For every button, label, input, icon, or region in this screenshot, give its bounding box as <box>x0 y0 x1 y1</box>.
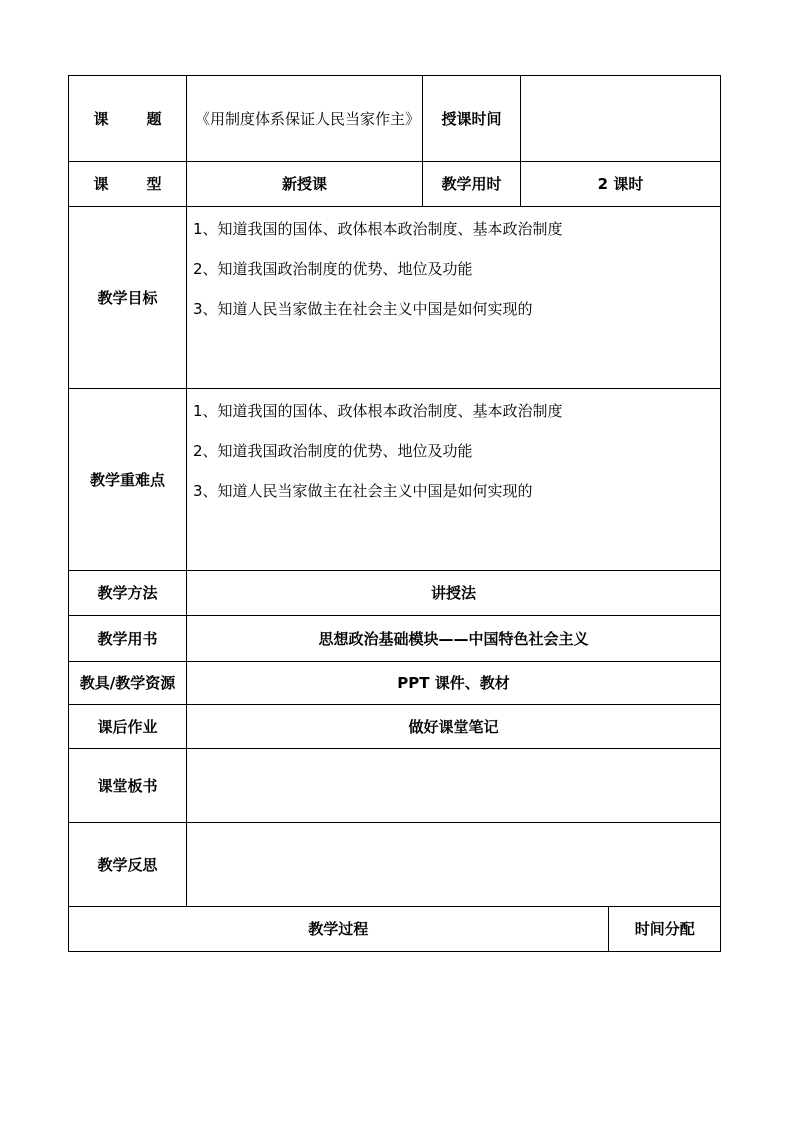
row-key-points <box>69 389 721 571</box>
lesson-type-value: 新授课 <box>187 162 423 207</box>
label-hours: 教学用时 <box>423 162 521 207</box>
process-header <box>69 907 721 952</box>
key-points-list <box>187 389 721 571</box>
label-method: 教学方法 <box>69 571 187 616</box>
label-objectives: 教学目标 <box>69 207 187 389</box>
row-book <box>69 616 721 662</box>
label-reflection: 教学反思 <box>69 823 187 907</box>
objective-item: 2、知道我国政治制度的优势、地位及功能 <box>193 260 473 278</box>
lesson-title: 《用制度体系保证人民当家作主》 <box>187 76 423 162</box>
key-point-item: 1、知道我国的国体、政体根本政治制度、基本政治制度 <box>193 402 563 420</box>
hours-value: 2 课时 <box>521 162 721 207</box>
objective-item: 3、知道人民当家做主在社会主义中国是如何实现的 <box>193 300 533 318</box>
key-point-item: 2、知道我国政治制度的优势、地位及功能 <box>193 442 473 460</box>
label-time-allocation: 时间分配 <box>608 907 721 951</box>
row-method <box>69 571 721 616</box>
label-book: 教学用书 <box>69 616 187 662</box>
label-key-points: 教学重难点 <box>69 389 187 571</box>
method-value: 讲授法 <box>187 571 721 616</box>
board-value <box>187 749 721 823</box>
row-objectives <box>69 207 721 389</box>
row-topic <box>69 76 721 162</box>
row-resources <box>69 662 721 705</box>
row-type <box>69 162 721 207</box>
label-homework: 课后作业 <box>69 705 187 749</box>
process-header-table <box>69 907 721 951</box>
row-reflection <box>69 823 721 907</box>
label-teaching-time: 授课时间 <box>423 76 521 162</box>
teaching-time-value <box>521 76 721 162</box>
resources-value: PPT 课件、教材 <box>187 662 721 705</box>
label-board: 课堂板书 <box>69 749 187 823</box>
book-value: 思想政治基础模块——中国特色社会主义 <box>187 616 721 662</box>
row-process <box>69 907 721 952</box>
key-point-item: 3、知道人民当家做主在社会主义中国是如何实现的 <box>193 482 533 500</box>
row-board <box>69 749 721 823</box>
objectives-list <box>187 207 721 389</box>
lesson-plan-table <box>68 75 721 952</box>
reflection-value <box>187 823 721 907</box>
label-topic: 课 题 <box>69 76 187 162</box>
objective-item: 1、知道我国的国体、政体根本政治制度、基本政治制度 <box>193 220 563 238</box>
label-process: 教学过程 <box>308 920 369 938</box>
homework-value: 做好课堂笔记 <box>187 705 721 749</box>
label-resources: 教具/教学资源 <box>69 662 187 705</box>
row-homework <box>69 705 721 749</box>
label-type: 课 型 <box>69 162 187 207</box>
